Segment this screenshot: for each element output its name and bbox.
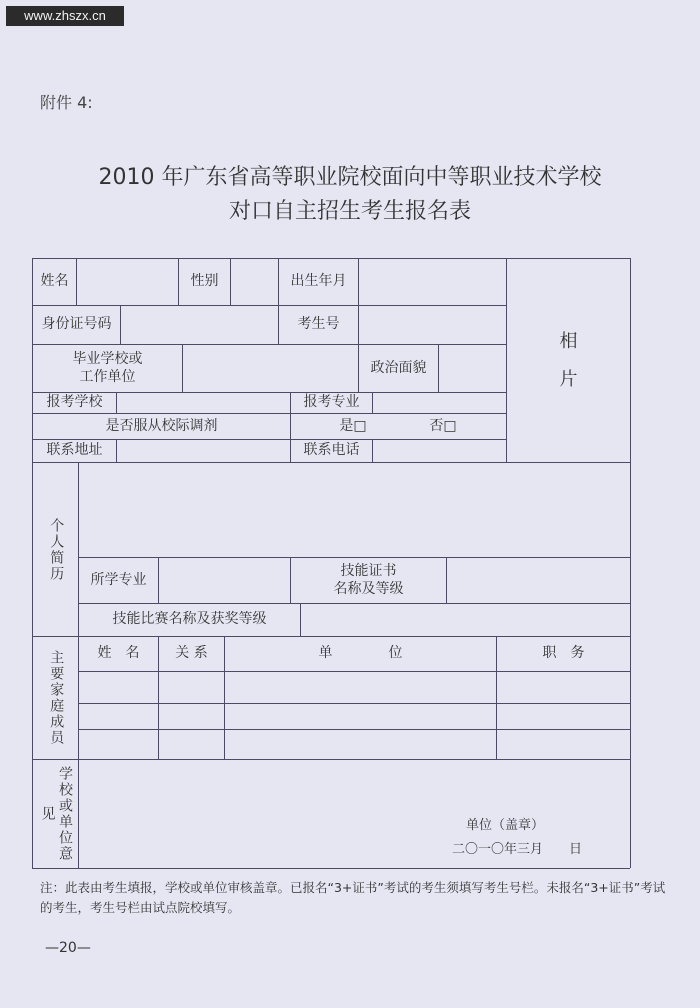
major-field[interactable] xyxy=(159,558,290,603)
exam-number-label: 考生号 xyxy=(297,316,340,333)
photo-box[interactable]: 相 片 xyxy=(559,330,578,390)
gender-label: 性别 xyxy=(190,273,219,290)
family-header-position: 职 务 xyxy=(542,645,585,662)
footnote: 注：此表由考生填报，学校或单位审核盖章。已报名“3+证书”考试的考生须填写考生号栏。未报名“3+证书”考试的考生，考生号栏由试点院校填写。 xyxy=(40,880,666,915)
page-subtitle: 对口自主招生考生报名表 xyxy=(228,199,471,224)
birth-field[interactable] xyxy=(359,259,506,305)
seal-text: 单位（盖章） xyxy=(466,818,545,833)
watermark: www.zhszx.cn xyxy=(6,6,124,26)
family-label: 主要家庭成员 xyxy=(48,650,65,746)
skill-cert-field[interactable] xyxy=(447,558,630,603)
phone-label: 联系电话 xyxy=(303,442,360,459)
apply-major-field[interactable] xyxy=(373,393,506,413)
exam-number-field[interactable] xyxy=(359,306,506,344)
apply-school-label: 报考学校 xyxy=(46,394,103,411)
political-status-label: 政治面貌 xyxy=(370,359,427,376)
family-header-workplace: 单 位 xyxy=(318,645,403,662)
family-header-name: 姓 名 xyxy=(97,645,140,662)
resume-field[interactable] xyxy=(79,463,630,557)
gender-field[interactable] xyxy=(231,259,278,305)
resume-label: 个人简历 xyxy=(48,517,65,582)
political-status-field[interactable] xyxy=(439,345,506,392)
date-text: 二〇一〇年三月 日 xyxy=(452,842,583,857)
transfer-yes-checkbox[interactable]: 是□ xyxy=(339,417,367,434)
transfer-no-checkbox[interactable]: 否□ xyxy=(429,417,457,434)
apply-school-field[interactable] xyxy=(117,393,290,413)
page-title: 2010 年广东省高等职业院校面向中等职业技术学校 xyxy=(98,165,602,190)
competition-label: 技能比赛名称及获奖等级 xyxy=(112,611,267,628)
address-label: 联系地址 xyxy=(46,442,103,459)
attachment-label: 附件 4: xyxy=(40,93,93,112)
phone-field[interactable] xyxy=(373,440,506,462)
apply-major-label: 报考专业 xyxy=(303,394,360,411)
transfer-question-label: 是否服从校际调剂 xyxy=(105,417,218,434)
birth-label: 出生年月 xyxy=(290,273,347,290)
address-field[interactable] xyxy=(117,440,290,462)
family-header-relation: 关 系 xyxy=(175,645,208,662)
skill-cert-label: 技能证书 名称及等级 xyxy=(333,563,404,597)
opinion-label: 学校或单位意见 xyxy=(39,766,73,862)
major-label: 所学专业 xyxy=(90,571,147,588)
competition-field[interactable] xyxy=(301,604,630,636)
name-label: 姓名 xyxy=(40,273,69,290)
school-or-work-field[interactable] xyxy=(183,345,358,392)
id-number-field[interactable] xyxy=(121,306,278,344)
page-number: —20— xyxy=(45,940,91,956)
school-or-work-label: 毕业学校或 工作单位 xyxy=(72,351,143,385)
id-number-label: 身份证号码 xyxy=(41,316,112,333)
name-field[interactable] xyxy=(77,259,178,305)
